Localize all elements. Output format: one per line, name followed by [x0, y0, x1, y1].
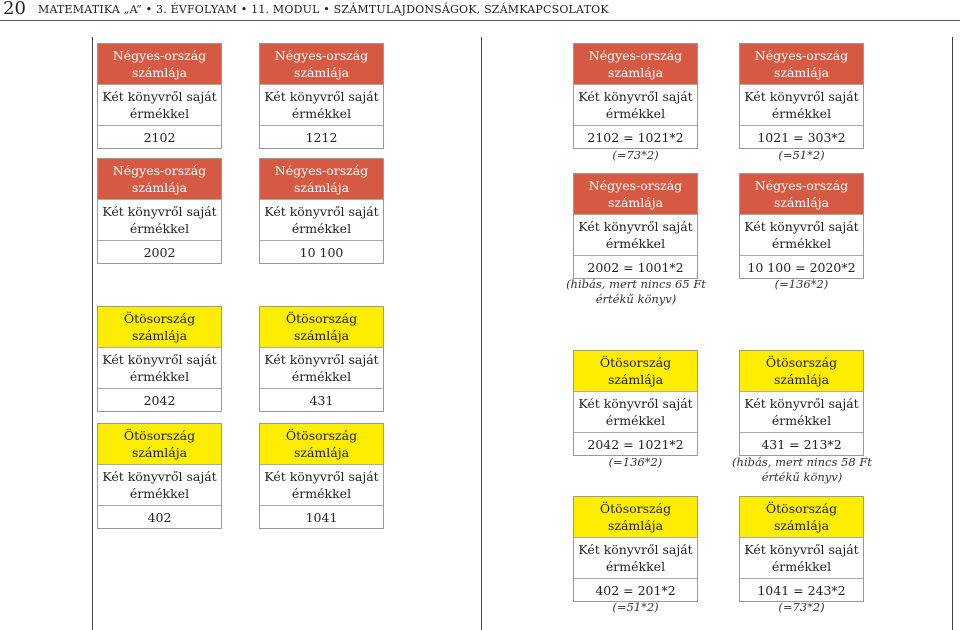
coin-line-1: Két könyvről saját — [578, 396, 693, 411]
coin-line-2: érmékkel — [291, 106, 352, 121]
account-word: számlája — [607, 372, 664, 387]
coin-label — [260, 84, 383, 125]
coin-line-2: érmékkel — [771, 106, 832, 121]
account-word: számlája — [773, 65, 830, 80]
coin-label — [574, 391, 697, 432]
account-value: 10 100 — [260, 240, 383, 263]
country-label — [260, 44, 383, 84]
country-label — [98, 44, 221, 84]
coin-label — [98, 347, 221, 388]
coin-label — [740, 391, 863, 432]
account-card — [97, 423, 222, 529]
coin-label — [260, 347, 383, 388]
page-header — [0, 0, 960, 22]
account-equation: 10 100 = 2020*2 — [740, 255, 863, 278]
account-value: 402 — [98, 505, 221, 528]
result-note: (=136*2) — [608, 455, 663, 469]
page-number: 20 — [3, 0, 26, 19]
country-name: Ötösország — [285, 428, 358, 443]
account-equation: 2042 = 1021*2 — [574, 432, 697, 455]
country-name: Ötösország — [599, 355, 672, 370]
coin-line-1: Két könyvről saját — [264, 469, 379, 484]
account-card — [259, 423, 384, 529]
account-card — [259, 43, 384, 149]
coin-label — [260, 199, 383, 240]
account-card — [259, 306, 384, 412]
account-card — [259, 158, 384, 264]
country-label — [740, 351, 863, 391]
coin-line-2: érmékkel — [291, 369, 352, 384]
country-name: Négyes-ország — [588, 178, 683, 193]
coin-label — [260, 464, 383, 505]
account-card — [573, 43, 698, 149]
header-rule — [0, 20, 960, 21]
column-divider — [481, 37, 482, 630]
coin-line-1: Két könyvről saját — [578, 219, 693, 234]
coin-label — [98, 464, 221, 505]
coin-line-2: érmékkel — [291, 221, 352, 236]
account-card — [739, 496, 864, 602]
account-equation: 402 = 201*2 — [574, 578, 697, 601]
coin-line-2: érmékkel — [291, 486, 352, 501]
result-note: (=73*2) — [778, 600, 825, 614]
coin-line-2: érmékkel — [129, 369, 190, 384]
coin-line-1: Két könyvről saját — [578, 542, 693, 557]
account-word: számlája — [131, 65, 188, 80]
account-word: számlája — [773, 372, 830, 387]
account-equation: 2002 = 1001*2 — [574, 255, 697, 278]
coin-line-1: Két könyvről saját — [264, 89, 379, 104]
coin-line-1: Két könyvről saját — [102, 469, 217, 484]
coin-line-1: Két könyvről saját — [102, 89, 217, 104]
right-margin-line — [952, 37, 953, 630]
account-word: számlája — [293, 65, 350, 80]
coin-line-1: Két könyvről saját — [744, 219, 859, 234]
coin-label — [98, 84, 221, 125]
account-card — [739, 173, 864, 279]
result-note: (=51*2) — [612, 600, 659, 614]
country-label — [260, 159, 383, 199]
country-name: Négyes-ország — [274, 163, 369, 178]
account-word: számlája — [607, 65, 664, 80]
coin-line-1: Két könyvről saját — [578, 89, 693, 104]
country-label — [574, 44, 697, 84]
country-name: Ötösország — [123, 428, 196, 443]
country-label — [98, 424, 221, 464]
country-name: Négyes-ország — [112, 163, 207, 178]
left-margin-line — [92, 37, 93, 630]
account-word: számlája — [607, 195, 664, 210]
country-name: Ötösország — [285, 311, 358, 326]
country-label — [574, 174, 697, 214]
account-word: számlája — [131, 328, 188, 343]
result-note: (=51*2) — [778, 148, 825, 162]
account-word: számlája — [293, 180, 350, 195]
country-name: Négyes-ország — [754, 48, 849, 63]
coin-line-2: érmékkel — [771, 413, 832, 428]
coin-line-2: érmékkel — [605, 106, 666, 121]
country-name: Négyes-ország — [274, 48, 369, 63]
coin-line-1: Két könyvről saját — [264, 204, 379, 219]
coin-line-2: érmékkel — [129, 486, 190, 501]
account-word: számlája — [131, 445, 188, 460]
country-name: Ötösország — [599, 501, 672, 516]
account-card — [97, 306, 222, 412]
coin-label — [740, 84, 863, 125]
coin-label — [98, 199, 221, 240]
coin-line-1: Két könyvről saját — [744, 542, 859, 557]
account-equation: 1021 = 303*2 — [740, 125, 863, 148]
country-label — [98, 307, 221, 347]
coin-line-1: Két könyvről saját — [102, 352, 217, 367]
account-card — [573, 350, 698, 456]
account-word: számlája — [607, 518, 664, 533]
country-label — [574, 351, 697, 391]
country-label — [740, 44, 863, 84]
coin-line-2: érmékkel — [129, 106, 190, 121]
country-name: Négyes-ország — [754, 178, 849, 193]
coin-label — [574, 214, 697, 255]
country-label — [574, 497, 697, 537]
coin-line-2: érmékkel — [771, 559, 832, 574]
account-equation: 2102 = 1021*2 — [574, 125, 697, 148]
result-note: (=136*2) — [774, 277, 829, 291]
coin-line-1: Két könyvről saját — [102, 204, 217, 219]
country-name: Ötösország — [765, 501, 838, 516]
coin-line-1: Két könyvről saját — [744, 89, 859, 104]
account-word: számlája — [773, 195, 830, 210]
coin-line-2: érmékkel — [605, 559, 666, 574]
account-card — [739, 350, 864, 456]
coin-line-2: érmékkel — [605, 236, 666, 251]
coin-line-2: érmékkel — [771, 236, 832, 251]
coin-line-2: érmékkel — [129, 221, 190, 236]
country-label — [260, 424, 383, 464]
country-label — [740, 174, 863, 214]
coin-line-1: Két könyvről saját — [264, 352, 379, 367]
country-name: Ötösország — [123, 311, 196, 326]
country-name: Négyes-ország — [588, 48, 683, 63]
account-word: számlája — [773, 518, 830, 533]
country-label — [260, 307, 383, 347]
country-name: Ötösország — [765, 355, 838, 370]
account-value: 2102 — [98, 125, 221, 148]
coin-line-2: érmékkel — [605, 413, 666, 428]
header-title: MATEMATIKA „A” • 3. ÉVFOLYAM • 11. MODUL • SZÁMTULAJDONSÁGOK, SZÁMKAPCSOLATOK — [38, 3, 609, 16]
account-value: 1041 — [260, 505, 383, 528]
country-label — [740, 497, 863, 537]
account-card — [739, 43, 864, 149]
account-card — [97, 158, 222, 264]
country-label — [98, 159, 221, 199]
coin-label — [574, 84, 697, 125]
result-note: (=73*2) — [612, 148, 659, 162]
coin-label — [574, 537, 697, 578]
account-value: 431 — [260, 388, 383, 411]
account-value: 2042 — [98, 388, 221, 411]
coin-line-1: Két könyvről saját — [744, 396, 859, 411]
account-equation: 431 = 213*2 — [740, 432, 863, 455]
result-note: (hibás, mert nincs 65 Ft értékű könyv) — [566, 277, 706, 306]
account-card — [573, 496, 698, 602]
coin-label — [740, 537, 863, 578]
account-value: 2002 — [98, 240, 221, 263]
account-word: számlája — [131, 180, 188, 195]
country-name: Négyes-ország — [112, 48, 207, 63]
coin-label — [740, 214, 863, 255]
result-note: (hibás, mert nincs 58 Ft értékű könyv) — [732, 455, 872, 484]
account-card — [573, 173, 698, 279]
account-value: 1212 — [260, 125, 383, 148]
account-word: számlája — [293, 328, 350, 343]
account-card — [97, 43, 222, 149]
account-word: számlája — [293, 445, 350, 460]
account-equation: 1041 = 243*2 — [740, 578, 863, 601]
